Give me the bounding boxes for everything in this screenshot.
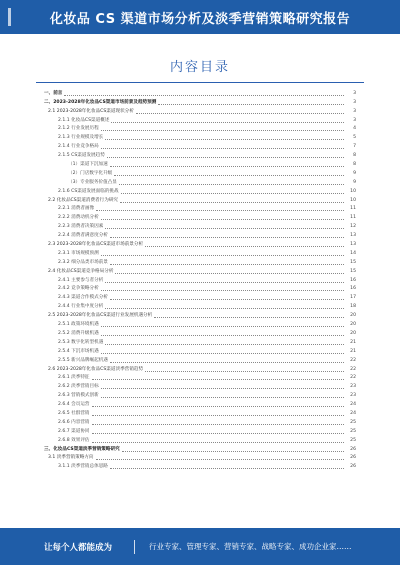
toc-entry-text: 2.2.2 消费动机分析 [58,215,99,221]
toc-page-number: 22 [350,375,356,381]
toc-entry[interactable] [44,115,356,124]
toc-entry-text: 三、化妆品CS渠道淡季营销策略研究 [44,446,120,452]
title-divider [36,82,364,83]
toc-entry-text: 2.5.2 消费升级机遇 [58,330,99,336]
footer-bar [0,528,400,565]
toc-leader-dots [110,261,344,265]
toc-entry-text: （3）专业服务价值凸显 [68,179,117,185]
toc-leader-dots [105,279,344,283]
toc-entry-text: 一、前言 [44,90,63,96]
toc-page-number: 24 [350,402,356,408]
toc-entry-text: 2.6.8 效果评估 [58,437,90,443]
toc-page-number: 3 [353,117,356,123]
toc-entry-text: 2.1 2023-2028年化妆品CS渠道现状分析 [48,108,134,114]
toc-entry[interactable] [44,399,356,408]
toc-page-number: 5 [353,135,356,141]
toc-page-number: 10 [350,188,356,194]
toc-leader-dots [110,465,344,469]
toc-entry[interactable] [44,337,356,346]
toc-page-number: 13 [350,242,356,248]
toc-leader-dots [107,154,344,158]
toc-entry[interactable] [44,168,356,177]
toc-entry-text: 二、2023-2028年化妆品CS渠道市场前景及趋势预测 [44,99,157,105]
toc-leader-dots [145,243,344,247]
toc-entry-text: 2.6.5 社群营销 [58,410,90,416]
toc-leader-dots [101,323,344,327]
toc-entry-text: 2.6.1 淡季特征 [58,375,90,381]
toc-entry[interactable] [44,124,356,133]
toc-leader-dots [136,110,344,114]
toc-leader-dots [92,439,344,443]
toc-entry[interactable] [44,390,356,399]
toc-leader-dots [105,341,344,345]
toc-leader-dots [92,430,344,434]
toc-leader-dots [101,287,344,291]
toc-page-number: 22 [350,366,356,372]
toc-entry[interactable] [44,239,356,248]
toc-entry[interactable] [44,221,356,230]
toc-page-number: 12 [350,224,356,230]
toc-entry[interactable] [44,381,356,390]
toc-page-number: 20 [350,322,356,328]
toc-leader-dots [105,136,344,140]
toc-entry[interactable] [44,310,356,319]
toc-entry-text: 2.1.4 行业竞争格局 [58,144,99,150]
toc-entry-text: 2.6.6 内容营销 [58,419,90,425]
toc-entry[interactable] [44,435,356,444]
toc-leader-dots [92,403,344,407]
toc-entry[interactable] [44,106,356,115]
toc-entry[interactable] [44,97,356,106]
toc-entry[interactable] [44,195,356,204]
toc-entry[interactable] [44,257,356,266]
toc-leader-dots [158,101,344,105]
toc-page-number: 25 [350,437,356,443]
toc-page-number: 11 [350,215,356,221]
toc-page-number: 4 [353,126,356,132]
toc-page-number: 23 [350,393,356,399]
toc-entry[interactable] [44,132,356,141]
toc-entry-text: 2.6.3 营销模式创新 [58,393,99,399]
toc-leader-dots [92,412,344,416]
toc-leader-dots [101,145,344,149]
toc-page-number: 3 [353,90,356,96]
footer-slogan: 让每个人都能成为 [44,542,113,553]
toc-leader-dots [105,225,344,229]
toc-entry-text: 2.6.2 淡季营销目标 [58,384,99,390]
toc-entry[interactable] [44,275,356,284]
toc-leader-dots [114,172,344,176]
table-of-contents [44,88,356,516]
toc-entry[interactable] [44,141,356,150]
toc-entry[interactable] [44,426,356,435]
toc-page-number: 3 [353,108,356,114]
header-bar [0,0,400,34]
toc-entry-text: 3.1 淡季营销策略方向 [48,455,94,461]
toc-entry-text: 2.4.3 渠道合作模式分析 [58,295,108,301]
toc-leader-dots [101,350,344,354]
toc-title: 内容目录 [169,60,230,75]
toc-leader-dots [122,448,344,452]
toc-page-number: 21 [350,348,356,354]
toc-entry-text: 2.1.2 行业发展历程 [58,126,99,132]
toc-entry-text: 2.3.2 细分品类市场前景 [58,259,108,265]
toc-entry-text: 2.1.5 CS渠道发展趋势 [58,153,105,159]
toc-leader-dots [101,394,344,398]
toc-leader-dots [64,92,344,96]
toc-leader-dots [111,119,344,123]
toc-entry-text: 2.6.4 会员运营 [58,402,90,408]
toc-page-number: 26 [350,455,356,461]
toc-entry-text: 2.1.3 行业规模及增长 [58,135,104,141]
toc-page-number: 17 [350,295,356,301]
toc-page-number: 25 [350,428,356,434]
toc-page-number: 22 [350,357,356,363]
toc-page-number: 20 [350,330,356,336]
footer-divider [134,540,135,554]
header-accent-mark [8,8,22,26]
toc-entry-text: 2.1.1 化妆品CS渠道概述 [58,117,110,123]
toc-entry[interactable] [44,346,356,355]
toc-entry-text: 2.5.3 数字化转型机遇 [58,339,104,345]
toc-page-number: 7 [353,144,356,150]
toc-leader-dots [110,234,344,238]
toc-page-number: 25 [350,419,356,425]
toc-entry[interactable] [44,248,356,257]
toc-entry-text: 2.6.7 渠道协同 [58,428,90,434]
toc-page-number: 3 [353,99,356,105]
toc-entry[interactable] [44,150,356,159]
toc-leader-dots [96,207,344,211]
toc-entry-text: （2）门店数字化升级 [68,170,113,176]
toc-entry-text: 2.4.1 主要参与者分析 [58,277,104,283]
toc-leader-dots [115,270,344,274]
toc-entry[interactable] [44,461,356,470]
toc-entry[interactable] [44,186,356,195]
toc-entry[interactable] [44,417,356,426]
toc-entry[interactable] [44,88,356,97]
toc-page-number: 8 [353,153,356,159]
toc-page-number: 15 [350,259,356,265]
toc-leader-dots [92,376,344,380]
toc-leader-dots [145,368,344,372]
toc-entry[interactable] [44,328,356,337]
toc-entry[interactable] [44,355,356,364]
toc-leader-dots [110,359,344,363]
toc-page-number: 9 [353,179,356,185]
toc-page-number: 21 [350,339,356,345]
toc-entry[interactable] [44,204,356,213]
toc-leader-dots [92,421,344,425]
toc-entry-text: 2.4 化妆品CS渠道竞争格局分析 [48,268,114,274]
toc-entry-text: 2.5.1 政策环境机遇 [58,322,99,328]
toc-entry-text: 2.2.3 消费者决策因素 [58,224,104,230]
toc-entry[interactable] [44,284,356,293]
toc-page-number: 15 [350,268,356,274]
toc-leader-dots [119,181,344,185]
toc-entry[interactable] [44,266,356,275]
toc-leader-dots [105,305,344,309]
footer-roles: 行业专家、管理专家、营销专家、战略专家、成功企业家…… [149,542,352,551]
toc-entry-text: 2.3.1 市场规模预测 [58,250,99,256]
toc-page-number: 26 [350,464,356,470]
toc-entry[interactable] [44,319,356,328]
toc-entry[interactable] [44,292,356,301]
toc-leader-dots [101,216,344,220]
toc-entry[interactable] [44,408,356,417]
toc-entry[interactable] [44,177,356,186]
toc-entry-text: 3.1.1 淡季营销总体思路 [58,464,108,470]
toc-entry-text: 2.2.4 消费者满意度分析 [58,233,108,239]
toc-entry-text: 2.1.6 CS渠道发展面临的挑战 [58,188,119,194]
toc-entry-text: 2.2.1 消费者画像 [58,206,95,212]
toc-leader-dots [101,332,344,336]
toc-entry[interactable] [44,230,356,239]
toc-leader-dots [154,314,344,318]
toc-page-number: 20 [350,313,356,319]
toc-page-number: 10 [350,197,356,203]
toc-entry[interactable] [44,159,356,168]
toc-entry[interactable] [44,444,356,453]
toc-leader-dots [96,456,344,460]
toc-entry-text: 2.5.5 新兴品牌崛起机遇 [58,357,108,363]
toc-page-number: 14 [350,250,356,256]
toc-page-number: 11 [350,206,356,212]
toc-leader-dots [120,199,344,203]
toc-page-number: 26 [350,446,356,452]
toc-leader-dots [101,385,344,389]
toc-page-number: 18 [350,304,356,310]
toc-leader-dots [101,252,344,256]
toc-entry-text: 2.5.4 下沉市场机遇 [58,348,99,354]
toc-entry[interactable] [44,212,356,221]
toc-entry[interactable] [44,373,356,382]
toc-entry-text: 2.5 2023-2028年化妆品CS渠道行业发展机遇分析 [48,313,153,319]
toc-entry[interactable] [44,301,356,310]
toc-leader-dots [101,127,344,131]
toc-leader-dots [110,296,344,300]
toc-entry[interactable] [44,453,356,462]
toc-leader-dots [110,163,344,167]
toc-page-number: 16 [350,277,356,283]
toc-leader-dots [121,190,344,194]
toc-page-number: 8 [353,162,356,168]
toc-page-number: 9 [353,170,356,176]
toc-entry[interactable] [44,364,356,373]
toc-entry-text: （1）渠道下沉加速 [68,162,108,168]
report-title: 化妆品 CS 渠道市场分析及淡季营销策略研究报告 [49,11,351,27]
toc-page-number: 13 [350,233,356,239]
toc-page-number: 23 [350,384,356,390]
toc-entry-text: 2.4.2 竞争策略分析 [58,286,99,292]
toc-entry-text: 2.2 化妆品CS渠道消费者行为研究 [48,197,119,203]
toc-entry-text: 2.4.4 行业集中度分析 [58,304,104,310]
toc-page-number: 16 [350,286,356,292]
toc-entry-text: 2.6 2023-2028年化妆品CS渠道淡季营销趋势 [48,366,144,372]
toc-entry-text: 2.3 2023-2028年化妆品CS渠道市场前景分析 [48,242,144,248]
toc-page-number: 24 [350,410,356,416]
